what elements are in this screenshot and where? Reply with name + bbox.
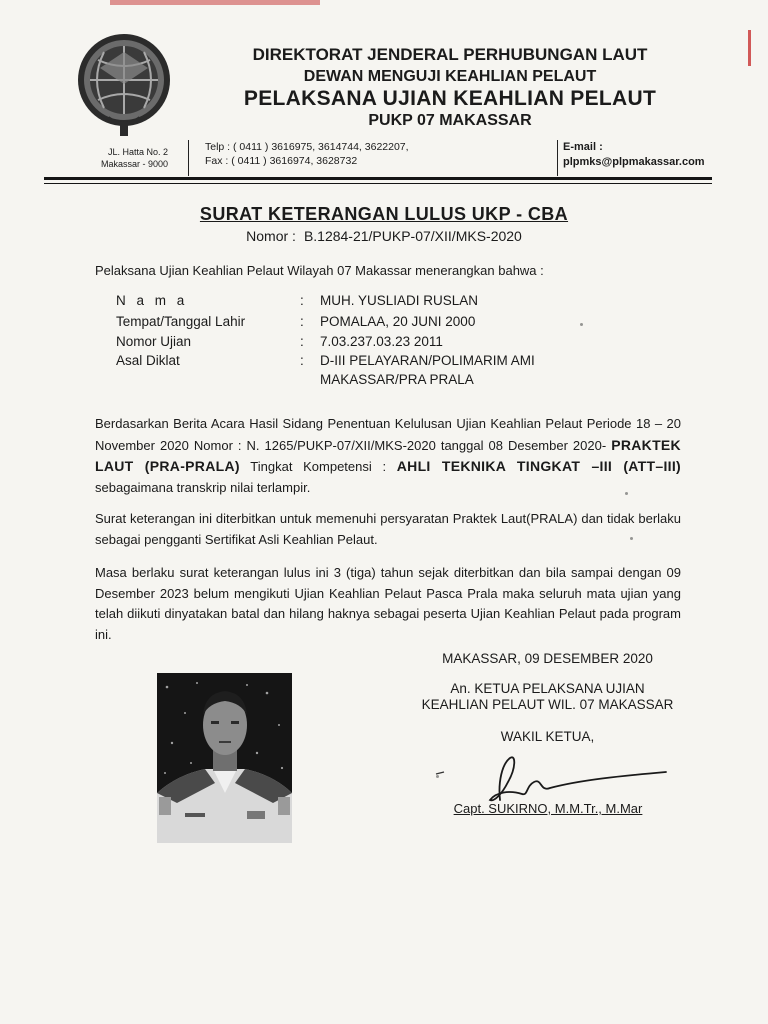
- scan-speck: [580, 323, 583, 326]
- document-title: SURAT KETERANGAN LULUS UKP - CBA: [199, 204, 569, 224]
- header-separator: [557, 140, 558, 176]
- scan-speck: [630, 537, 633, 540]
- scan-speck: [625, 492, 628, 495]
- paragraph-exam-result: [95, 414, 681, 498]
- field-colon: :: [300, 353, 304, 368]
- paragraph-validity: Masa berlaku surat keterangan lulus ini 3 (tiga) tahun sejak diterbitkan dan bila sampai dengan 09 Desember 2023 belum mengikuti Ujian Keahlian Pelaut Pasca Prala maka seluruh mata ujian yang telah diikuti dinyatakan batal dan hilang haknya sebagai peserta Ujian Keahlian Pelaut pada program ini.: [95, 565, 681, 642]
- ministry-logo-emblem: [70, 30, 178, 138]
- practice-type: PRAKTEK LAUT (PRA-PRALA): [95, 436, 681, 474]
- intro-text: Pelaksana Ujian Keahlian Pelaut Wilayah 07 Makassar menerangkan bahwa :: [95, 263, 544, 278]
- field-colon: :: [300, 293, 304, 308]
- paragraph-text: sebagaimana transkrip nilai terlampir.: [95, 479, 311, 495]
- contact-email: [563, 140, 705, 170]
- field-colon: :: [300, 334, 304, 349]
- signer-name: Capt. SUKIRNO, M.M.Tr., M.Mar: [453, 801, 643, 816]
- document-number: [0, 228, 768, 244]
- email-label: E-mail :: [563, 141, 603, 153]
- field-value: D-III PELAYARAN/POLIMARIM AMI MAKASSAR/PRA PRALA: [320, 353, 535, 387]
- field-value: MUH. YUSLIADI RUSLAN: [320, 293, 479, 308]
- on-behalf-line-1: An. KETUA PELAKSANA UJIAN: [450, 681, 645, 696]
- field-label: Tempat/Tanggal Lahir: [116, 314, 246, 329]
- field-label: N a m a: [116, 293, 188, 308]
- number-value: B.1284-21/PUKP-07/XII/MKS-2020: [303, 228, 522, 244]
- header-separator: [188, 140, 189, 176]
- competency-level: AHLI TEKNIKA TINGKAT –III (ATT–III): [396, 458, 681, 474]
- contact-phone-fax: [205, 140, 409, 168]
- header-unit: PUKP 07 MAKASSAR: [368, 112, 532, 129]
- signer-position: WAKIL KETUA,: [500, 729, 595, 744]
- number-label: Nomor :: [246, 228, 296, 244]
- header-council: DEWAN MENGUJI KEAHLIAN PELAUT: [303, 68, 597, 85]
- telephone-line: Telp : ( 0411 ) 3616975, 3614744, 3622207,: [205, 141, 409, 153]
- field-value: 7.03.237.03.23 2011: [320, 334, 443, 349]
- candidate-photo: [157, 673, 292, 843]
- fax-line: Fax : ( 0411 ) 3616974, 3628732: [205, 155, 358, 167]
- office-address: [68, 146, 168, 170]
- scan-smudge: [110, 0, 320, 5]
- address-line-2: Makassar - 9000: [100, 159, 168, 169]
- email-address: plpmks@plpmakassar.com: [563, 156, 705, 168]
- field-colon: :: [300, 314, 304, 329]
- header-directorate: DIREKTORAT JENDERAL PERHUBUNGAN LAUT: [252, 45, 648, 64]
- scan-speck: [436, 775, 439, 778]
- field-label: Asal Diklat: [116, 353, 180, 368]
- header-rule: [44, 177, 712, 180]
- scan-edge-mark: [748, 30, 751, 66]
- address-line-1: JL. Hatta No. 2: [107, 147, 168, 157]
- field-value: POMALAA, 20 JUNI 2000: [320, 314, 476, 329]
- place-and-date: MAKASSAR, 09 DESEMBER 2020: [442, 651, 653, 666]
- paragraph-text: Tingkat Kompetensi :: [250, 459, 387, 474]
- on-behalf-line-2: KEAHLIAN PELAUT WIL. 07 MAKASSAR: [421, 697, 674, 712]
- paragraph-text: Berdasarkan Berita Acara Hasil Sidang Penentuan Kelulusan Ujian Keahlian Pelaut Periode 18 – 20 November 2020 Nomor : N. 1265/PUKP-07/XII/MKS-2020 tanggal 08 Desember 2020-: [95, 416, 681, 453]
- paragraph-purpose: Surat keterangan ini diterbitkan untuk memenuhi persyaratan Praktek Laut(PRALA) dan tidak berlaku sebagai pengganti Sertifikat Asli Keahlian Pelaut.: [95, 511, 681, 547]
- field-label: Nomor Ujian: [116, 334, 192, 349]
- header-organizer: PELAKSANA UJIAN KEAHLIAN PELAUT: [243, 87, 657, 110]
- header-rule-thin: [44, 183, 712, 184]
